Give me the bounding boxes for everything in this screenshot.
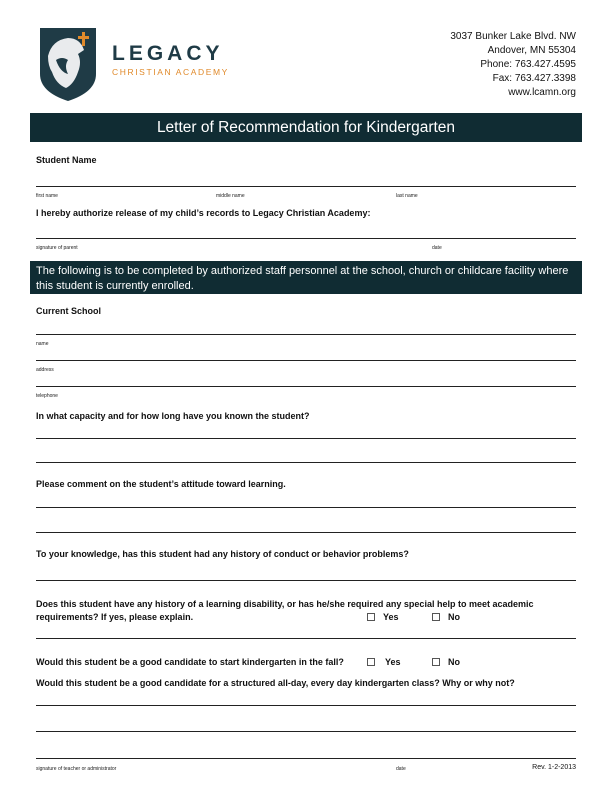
question-capacity: In what capacity and for how long have you known the student?: [36, 411, 310, 421]
current-school-label: Current School: [36, 306, 102, 316]
fax-number: Fax: 763.427.3398: [492, 73, 576, 84]
first-name-caption: first name: [36, 193, 58, 199]
question-kindergarten-fall: Would this student be a good candidate to start kindergarten in the fall?: [36, 657, 344, 667]
school-name-field[interactable]: [36, 334, 576, 335]
school-name-caption: name: [36, 341, 49, 347]
phone-number: Phone: 763.427.4595: [480, 59, 576, 70]
school-address-caption: address: [36, 367, 54, 373]
logo-wordmark: LEGACY: [112, 42, 224, 65]
q4-yes-checkbox[interactable]: [367, 613, 375, 621]
question-all-day-class: Would this student be a good candidate for a structured all-day, every day kindergarten class? Why or why not?: [36, 678, 515, 688]
authorization-text: I hereby authorize release of my child’s records to Legacy Christian Academy:: [36, 208, 371, 218]
teacher-signature-field[interactable]: [36, 758, 576, 759]
address-block: [450, 30, 576, 100]
teacher-date-caption: date: [396, 766, 406, 772]
revision-note: Rev. 1-2-2013: [532, 764, 576, 771]
answer-line[interactable]: [36, 462, 576, 463]
q5-no-label: No: [448, 657, 460, 667]
answer-line[interactable]: [36, 638, 576, 639]
school-address-field[interactable]: [36, 360, 576, 361]
question-learning-disability: Does this student have any history of a learning disability, or has he/she required any special help to meet academic: [36, 599, 534, 609]
answer-line[interactable]: [36, 731, 576, 732]
question-learning-disability-cont: requirements? If yes, please explain.: [36, 612, 194, 622]
parent-date-caption: date: [432, 245, 442, 251]
street-address: 3037 Bunker Lake Blvd. NW: [450, 31, 576, 42]
student-name-field[interactable]: [36, 186, 576, 187]
answer-line[interactable]: [36, 580, 576, 581]
q4-no-label: No: [448, 612, 460, 622]
question-conduct: To your knowledge, has this student had any history of conduct or behavior problems?: [36, 549, 409, 559]
question-attitude: Please comment on the student’s attitude toward learning.: [36, 479, 286, 489]
answer-line[interactable]: [36, 705, 576, 706]
answer-line[interactable]: [36, 532, 576, 533]
last-name-caption: last name: [396, 193, 418, 199]
form-title: Letter of Recommendation for Kindergarten: [30, 113, 582, 142]
logo-subtitle: CHRISTIAN ACADEMY: [112, 67, 229, 77]
middle-name-caption: middle name: [216, 193, 245, 199]
school-telephone-caption: telephone: [36, 393, 58, 399]
parent-signature-field[interactable]: [36, 238, 576, 239]
answer-line[interactable]: [36, 438, 576, 439]
teacher-signature-caption: signature of teacher or administrator: [36, 766, 117, 772]
q4-no-checkbox[interactable]: [432, 613, 440, 621]
q4-yes-label: Yes: [383, 612, 399, 622]
student-name-label: Student Name: [36, 155, 97, 165]
parent-signature-caption: signature of parent: [36, 245, 78, 251]
answer-line[interactable]: [36, 507, 576, 508]
q5-yes-checkbox[interactable]: [367, 658, 375, 666]
q5-yes-label: Yes: [385, 657, 401, 667]
lion-shield-logo-icon: [38, 26, 98, 102]
staff-notice-banner: The following is to be completed by authorized staff personnel at the school, church or childcare facility where this student is currently enrolled.: [30, 261, 582, 294]
q5-no-checkbox[interactable]: [432, 658, 440, 666]
school-telephone-field[interactable]: [36, 386, 576, 387]
website: www.lcamn.org: [508, 87, 576, 98]
city-state-zip: Andover, MN 55304: [487, 45, 576, 56]
